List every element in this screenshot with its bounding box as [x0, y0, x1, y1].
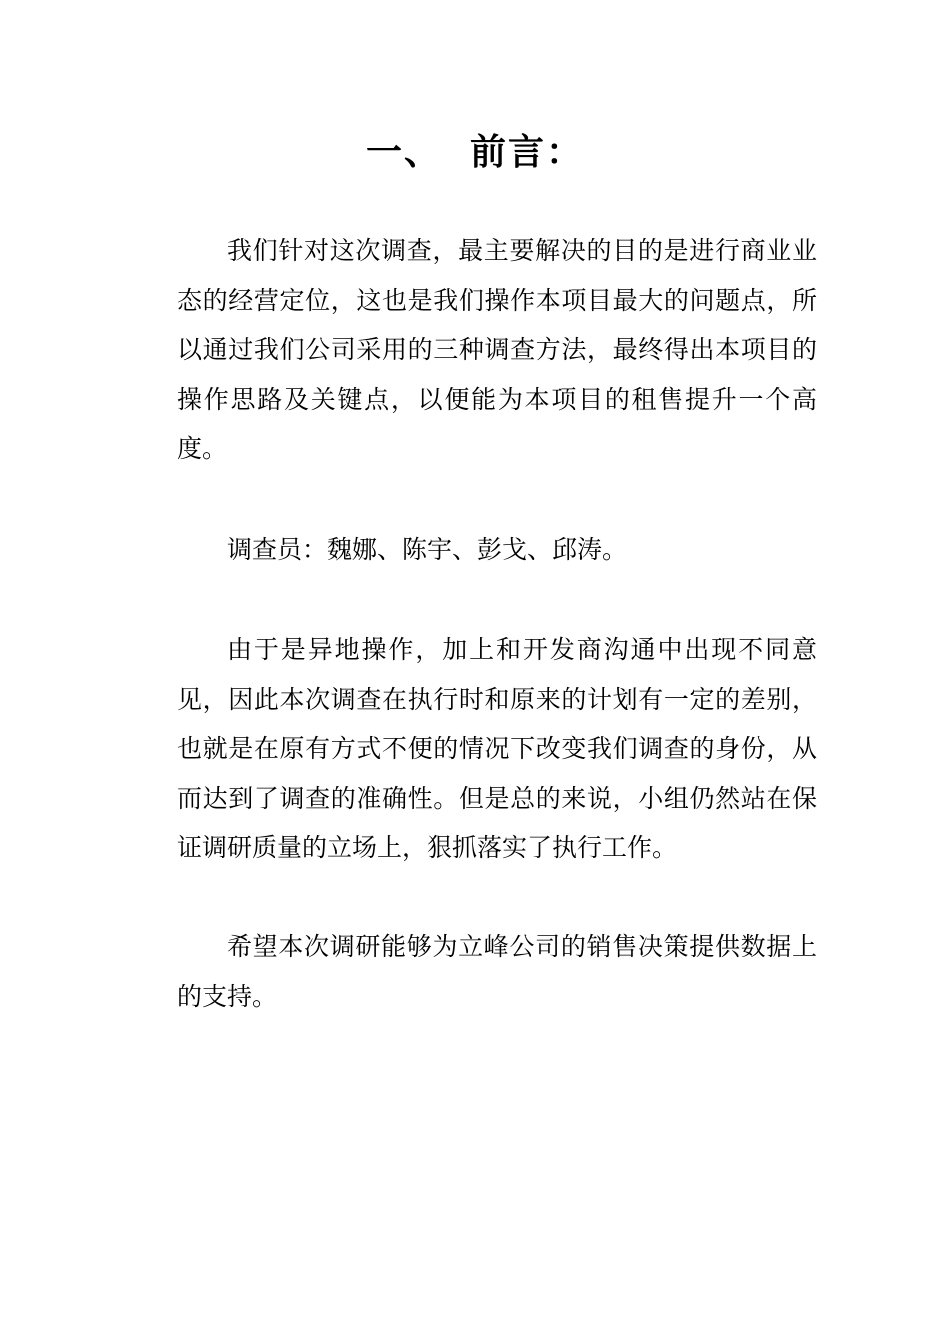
- intro-paragraph: 我们针对这次调查，最主要解决的目的是进行商业业态的经营定位，这也是我们操作本项目最大的问题点，所以通过我们公司采用的三种调查方法，最终得出本项目的操作思路及关键点，以便能为本项目的租售提升一个高度。: [177, 236, 817, 463]
- section-number: 一、: [365, 131, 442, 173]
- execution-paragraph: 由于是异地操作，加上和开发商沟通中出现不同意见，因此本次调查在执行时和原来的计划有一定的差别，也就是在原有方式不便的情况下改变我们调查的身份，从而达到了调查的准确性。但是总的来说，小组仍然站在保证调研质量的立场上，狠抓落实了执行工作。: [177, 635, 817, 862]
- section-heading: [0, 128, 950, 176]
- closing-paragraph: 希望本次调研能够为立峰公司的销售决策提供数据上的支持。: [177, 932, 817, 1011]
- section-title: 前言：: [470, 131, 585, 173]
- investigators-paragraph: 调查员：魏娜、陈宇、彭戈、邱涛。: [227, 535, 628, 564]
